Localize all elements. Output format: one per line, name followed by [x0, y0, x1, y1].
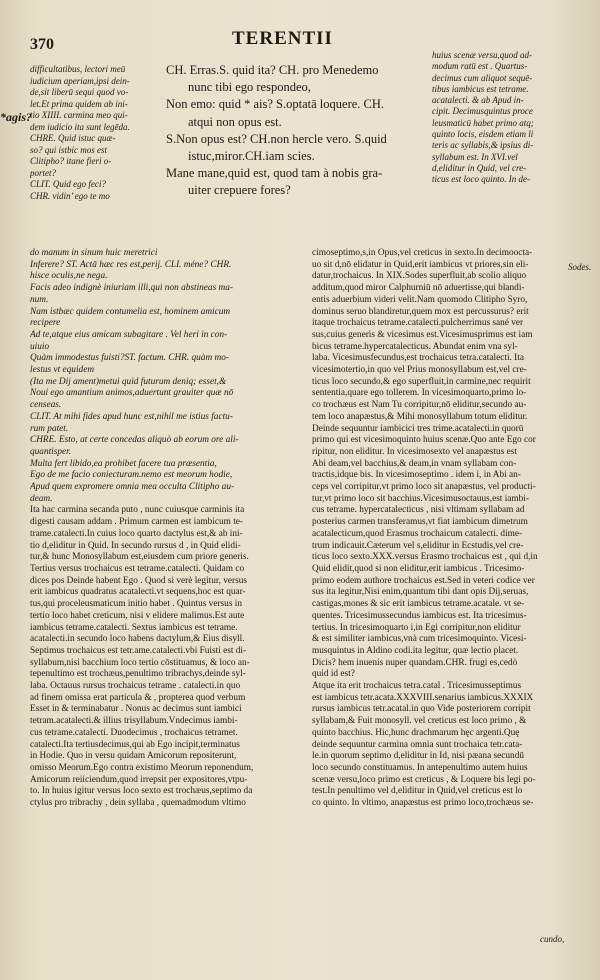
text-line: laba. Octauus rursus trochaicus tetrame . catalecti.in quo — [30, 681, 241, 692]
text-line: laba. Vicesimusfecundus,est trochaicus tetra.catalecti. Ita — [312, 353, 524, 364]
play-text-block — [166, 62, 430, 200]
text-line: recipere — [30, 318, 61, 329]
text-line: uiuio — [30, 341, 50, 352]
text-line: hisce oculis,ne nega. — [30, 271, 108, 282]
text-line: censeas. — [30, 400, 62, 411]
text-line: quinto bacchius. Hic,hunc drachmarum hęc argenti.Quę — [312, 727, 520, 738]
text-line: Apud quem expromere omnia mea occulta Clitipho au- — [30, 482, 235, 493]
play-line: istuc,miror.CH.iam scies. — [188, 149, 315, 164]
note-line: huius scenæ versu,quod ad- — [432, 50, 532, 60]
play-line: uiter crepuere fores? — [188, 183, 291, 198]
text-line: trame.catalecti.In cuius loco quarto dactylus est,& ab ini- — [30, 528, 243, 539]
right-column-text — [312, 248, 584, 810]
text-line: Dicis? hem inuenis nuper quandam.CHR. frugi es,cedò — [312, 657, 518, 668]
text-line: syllabam,& Fuit monosyll. vel creticus est loco primo , & — [312, 716, 527, 727]
text-line: deinde sequuntur carmina omnia sunt trochaica tetr.cata- — [312, 739, 523, 750]
text-line: bicus tetrame.hypercatalecticus. Abundat enim vna syl- — [312, 341, 518, 352]
text-line: quid id est? — [312, 669, 355, 680]
note-line: tio XIIII. carmina meo qui- — [30, 110, 128, 120]
text-line: cus tetrame. hypercatalecticus , nisi vltimam syllabam ad — [312, 505, 525, 516]
text-line: lestus vt equidem — [30, 365, 95, 376]
text-line: uo sit d,nō elidatur in Quid,erit iambicus vt priores,sin eli- — [312, 259, 529, 270]
page-number: 370 — [30, 36, 54, 53]
catchword: cundo, — [540, 934, 565, 944]
text-line: omisso Meorum.Ego contra existimo Meorum reponendum, — [30, 762, 254, 773]
text-line: quantisper. — [30, 446, 72, 457]
text-line: syllabum,nisi bacchium loco tertio cōstituamus, & loco an- — [30, 657, 250, 668]
note-line: CHR. vidin’ ego te mo — [30, 190, 110, 201]
text-line: Tertius versus trochaicus est tetrame.catalecti. Quidam co — [30, 563, 245, 574]
text-line: ticus loco secundo,& ego superfluit,in carmine,nec requirit — [312, 376, 531, 387]
text-line: Noui ego amantium animos,aduertunt grauiter quæ nō — [30, 388, 234, 399]
text-line: scenæ versu,loco primo est creticus , & Loquere bis legi po- — [312, 774, 536, 785]
text-line: test.In penultimo vel d,eliditur in Quid,vel creticus est lo — [312, 786, 523, 797]
note-line: quinto locis, eisdem etiam li — [432, 129, 534, 140]
note-line: portet? — [30, 167, 56, 178]
text-line: Ita hac carmina secanda puto , nunc cuiusque carminis ita — [30, 505, 245, 516]
text-line: ad finem omissa erat particula & , propterea quod verbum — [30, 692, 246, 703]
text-line: Quid elidit,quod si non eliditur,erit iambicus . Tricesimo- — [312, 563, 525, 574]
text-line: castigas,mones & sic erit iambicus tetrame.acatale. vt se- — [312, 599, 525, 610]
text-line: entis aduerbium videri velit.Nam quomodo Clitipho Syro, — [312, 294, 528, 305]
text-line: tetram.acatalecti.& illius trisyllabum.Vndecimus iambi- — [30, 716, 238, 727]
text-line: Facis adeo indignè iniuriam illi,qui non abstineas ma- — [30, 283, 233, 294]
note-line: d,eliditur in Quid, vel cre- — [432, 162, 527, 173]
text-line: sententia,quare ego tollerem. In vicesimoquarto,primo lo- — [312, 388, 527, 399]
play-line: Non emo: quid * ais? S.optatā loquere. CH. — [166, 97, 385, 112]
text-line: ticus loco sexto.XXX.versus Erasmo trochaicus est , qui d,in — [312, 552, 538, 563]
text-line: musquintus in Aldino codi.ita legitur, quæ lectio placet. — [312, 645, 519, 656]
note-line: let.Et prima quidem ab ini- — [30, 98, 128, 109]
text-line: ripitur, non eliditur. In vicesimosexto vel anapæstus est — [312, 446, 517, 457]
note-line: cipit. Decimusquintus proce — [432, 106, 533, 117]
text-line: est iambicus tetr.acata.XXXVIII.senarius iambicus.XXXIX — [312, 692, 534, 703]
note-line: dem iudicio ita sunt legēda. — [30, 121, 130, 132]
text-line: acatalecticum,quod Erasmus trochaicum catalecti. dime- — [312, 528, 523, 539]
note-line: CHRE. Quid istuc quæ- — [30, 133, 116, 143]
note-line: de,sit liberū sequi quod vo- — [30, 87, 129, 97]
text-line: tur,vt primo loco sit bacchius.Vicesimusoctauus,est iambi- — [312, 493, 529, 504]
note-line: Clitipho? itane fieri o- — [30, 156, 112, 166]
text-line: rum patet. — [30, 423, 69, 434]
text-line: tepenultimo est trochæus,penultimo tribrachys,deinde syl- — [30, 669, 246, 680]
running-head: TERENTII — [232, 28, 333, 49]
note-line: so? qui istbic mos est — [30, 144, 108, 155]
text-line: Nam istbæc quidem contumelia est, hominem amicum — [30, 306, 231, 317]
text-line: Esset in & terminabatur . Nonus ac decimus sunt iambici — [30, 704, 242, 715]
text-line: (Ita me Dij ament)metui quid futurum deniq; esset,& — [30, 376, 227, 387]
play-line: Mane mane,quid est, quod tam à nobis gra- — [166, 166, 383, 181]
note-line: CLIT. Quid ego feci? — [30, 179, 106, 189]
text-line: cimoseptimo,s,in Opus,vel creticus in sexto.In decimoocta- — [312, 248, 533, 258]
text-line: dominus seruo blandiretur,quem mox est percussurus? erit — [312, 306, 529, 317]
text-line: tio d,eliditur in Quid. In secundo rursus d , in Quid elidi- — [30, 540, 241, 551]
text-line: in Hodie. Quo in versu quidam Amicorum repositerunt, — [30, 751, 237, 762]
play-line: nunc tibi ego respondeo, — [188, 80, 311, 95]
text-line: primo qui est vicesimoquinto huius scenæ.Quo ante Ego cor — [312, 435, 536, 446]
text-line: tem loco anapæstus,& Mihi monosyllabum totum eliditur. — [312, 411, 528, 422]
note-line: syllabum est. In XVI.vel — [432, 151, 518, 162]
note-line: difficultatibus, lectori meū — [30, 64, 126, 74]
text-line: cus tetrame.catalecti. Duodecimus , trochaicus tetramet. — [30, 727, 238, 738]
text-line: acatalecti.in secundo loco habens dactylum,& Eius disyll. — [30, 634, 245, 645]
note-line: iudicium aperiam,ipsi dein- — [30, 75, 130, 86]
text-line: CLIT. At mihi fides apud hunc est,nihil me istius factu- — [30, 411, 233, 422]
note-line: tibus iambicus est tetrame. — [432, 83, 529, 94]
play-line: atqui non opus est. — [188, 114, 282, 129]
text-line: tus,qui proceleusmaticum initio habet . Quintus versus in — [30, 599, 242, 610]
text-line: loco secundo constituamus. In antepenultimo autem huius — [312, 762, 528, 773]
text-line: dices pos Deinde habent Ego . Quod si verè legitur, versus — [30, 575, 248, 586]
text-line: to. In huius igitur versus loco sexto est trochæus,septimo da — [30, 786, 253, 797]
note-line: modum ratū est . Quartus- — [432, 61, 528, 72]
text-line: Abi deam,vel bacchius,& deam,in vnam syllabam con- — [312, 458, 517, 469]
text-line: ceps vel corripitur,vt primo loco sit anapæstus, vel producti- — [312, 482, 536, 493]
text-line: le.in quorum septimo d,eliditur in Id, nisi pæana secundū — [312, 751, 524, 762]
text-line: Atque ita erit trochaicus tetra.catal . Tricesimusseptimus — [312, 681, 522, 692]
text-line: Ad te,atque eius amicam subagitare . Vel heri in con- — [30, 329, 228, 340]
text-line: num. — [30, 294, 49, 305]
text-line: catalecti.Ita tertiusdecimus,qui ab Ego incipit,terminatus — [30, 739, 240, 750]
left-commentary-note — [30, 64, 160, 202]
text-line: posterius carmen transferamus,vt fiat iambicum dimetrum — [312, 517, 528, 528]
text-line: additum,quod miror Calphurniū nō aduertisse,qui blandi- — [312, 283, 525, 294]
text-line: sus,cuius generis & vicesimus est.Vicesimusprimus est iam — [312, 329, 533, 340]
side-margin-note: Sodes. — [568, 262, 592, 272]
text-line: sus ita legitur,Nisi enim,quantum tibi dant opis Dij,seruas, — [312, 587, 529, 598]
text-line: tractis,idque bis. In vicesimoseptimo . idem i, in Abi an- — [312, 470, 521, 481]
play-line: CH. Erras.S. quid ita? CH. pro Menedemo — [166, 63, 379, 77]
text-line: Septimus trochaicus est tetr.ame.catalecti.vbi Fuisti est di- — [30, 645, 247, 656]
text-line: quentes. Tricesimussecundus iambicus est. Ita tricesimus- — [312, 610, 527, 621]
text-line: Multa fert libido,ea prohibet facere tua præsentia, — [30, 458, 217, 469]
text-line: Deinde sequuntur iambicici tres trime.acatalecti.in quorū — [312, 423, 524, 434]
text-line: Amicorum reiiciendum,quod irrepsit per expositores,vtpu- — [30, 774, 248, 785]
margin-annotation: *agis? — [0, 110, 33, 124]
text-line: datur,trochaicus. In XIX.Sodes superfluit,ab scolio aliquo — [312, 271, 527, 282]
text-line: digesti causam addam . Primum carmen est iambicum te- — [30, 517, 243, 528]
text-line: co trochæus est Nam Tu corripitur,nō eliditur,secundo au- — [312, 400, 527, 411]
text-line: do manum in sinum huic meretrici — [30, 248, 158, 258]
left-column-text — [30, 248, 306, 810]
text-line: Inferere? ST. Actā hæc res est,perij. CLI. méne? CHR. — [30, 259, 232, 270]
text-line: tertius. In tricesimoquarto i,in Egi corripitur,non eliditur — [312, 622, 521, 633]
text-line: erit iambicus quadratus acatalecti.vt sequens,hoc est quar- — [30, 587, 246, 598]
text-line: Ego de me facio coniecturam.nemo est meorum hodie, — [30, 470, 233, 481]
note-line: ticus est loco quinto. In de- — [432, 174, 530, 185]
text-line: vicesimotertio,in quo vel Prius monosyllabum est,vel cre- — [312, 365, 527, 376]
text-line: deam. — [30, 493, 53, 504]
text-line: trum indicauit.Cæterum vel s,eliditur in Ecstudis,vel cre- — [312, 540, 524, 551]
right-commentary-note — [432, 50, 582, 186]
text-line: tur,& hunc Monosyllabum est,eiusdem cum priore generis. — [30, 552, 249, 563]
text-line: ctylus pro tribrachy , dein syllaba , quemadmodum vltimo — [30, 798, 246, 809]
text-line: itaque trochaicus tetrame.catalecti.pulcherrimus sané ver — [312, 318, 524, 329]
note-line: leusmaticū habet primo atq; — [432, 117, 534, 128]
note-line: teris ac syllabis,& ipsius di- — [432, 140, 534, 151]
text-line: primo eodem authore trochaicus est.Sed in veteri codice ver — [312, 575, 535, 586]
text-line: co quinto. In vltimo, anapæstus est primo loco,trochæus se- — [312, 798, 534, 809]
text-line: iambicus tetrame.catalecti. Sextus iambicus est tetrame. — [30, 622, 238, 633]
play-line: S.Non opus est? CH.non hercle vero. S.quid — [166, 131, 387, 146]
text-line: rursus iambicus tetr.acatal.in quo Vide posteriorem corripit — [312, 704, 531, 715]
note-line: decimus cum aliquot sequē- — [432, 72, 533, 83]
text-line: & est similiter iambicus,vnà cum tricesimoquinto. Vicesi- — [312, 634, 527, 645]
note-line: acatalecti. & ab Apud in- — [432, 95, 524, 106]
text-line: Quàm immodestus fuisti?ST. factum. CHR. quàm mo- — [30, 353, 229, 364]
text-line: CHRE. Esto, at certe concedas aliquò ab eorum ore ali- — [30, 435, 239, 446]
text-line: tertio loco habet creticum, nisi v elidere malimus.Est aute — [30, 610, 245, 621]
